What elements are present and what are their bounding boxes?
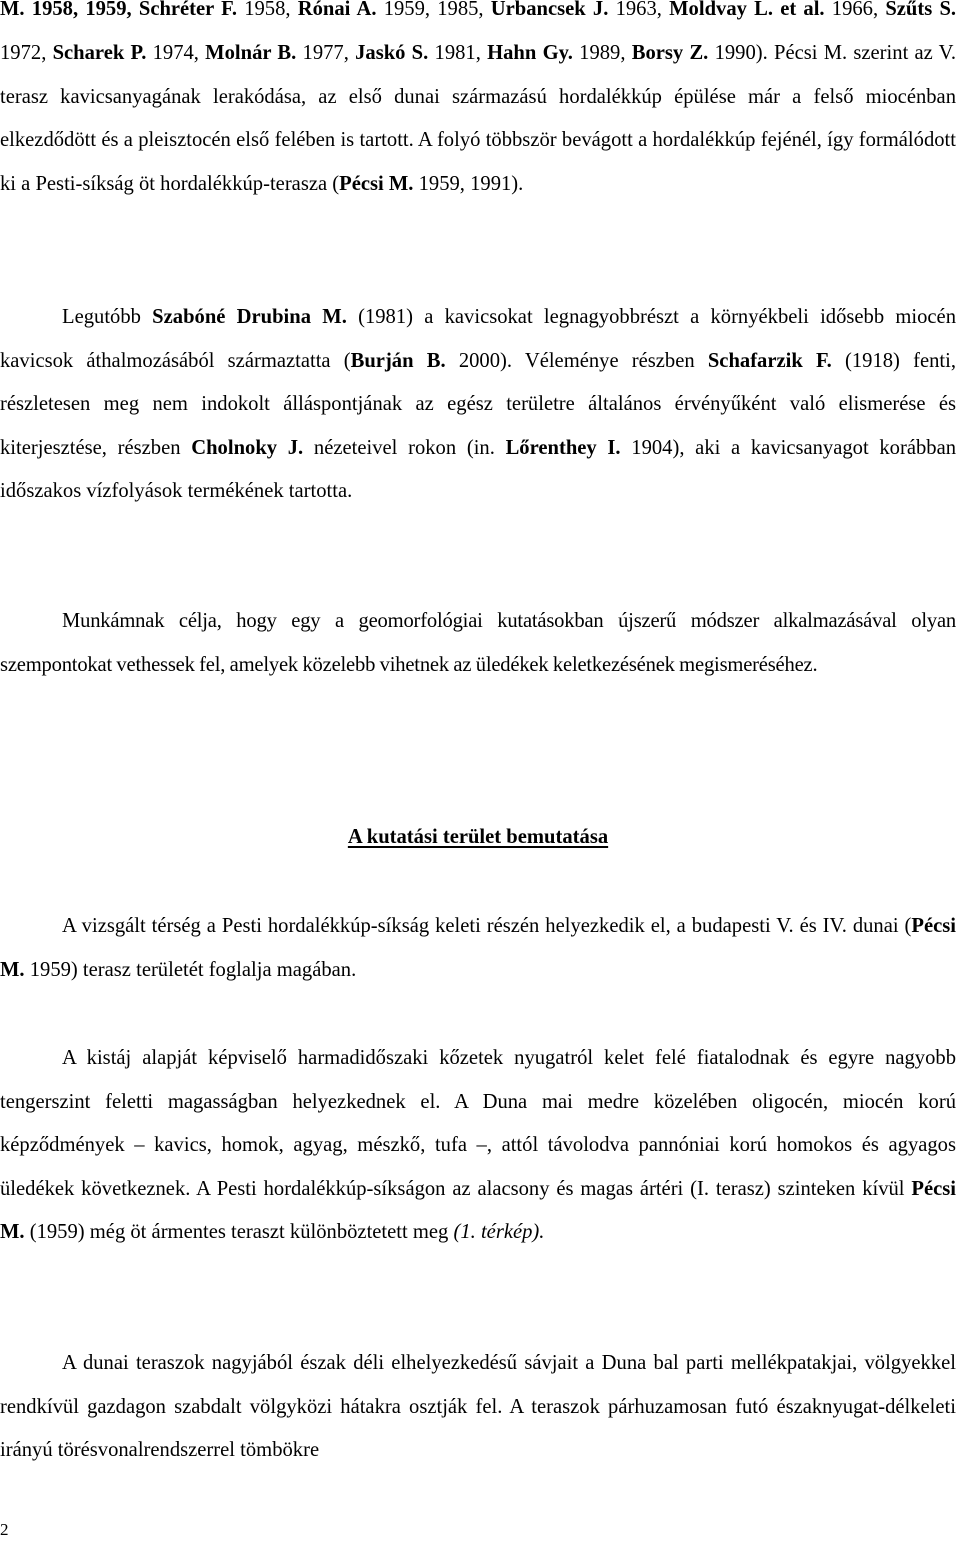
figure-reference: (1. térkép).	[453, 1221, 545, 1244]
author-citation: Borsy Z.	[631, 41, 715, 64]
author-citation: Molnár B.	[205, 41, 303, 64]
paragraph-terraces	[0, 1342, 956, 1473]
author-citation: Jaskó S.	[355, 41, 435, 64]
author-citation: Lőrenthey I.	[505, 436, 632, 459]
author-citation: Szabóné Drubina M.	[152, 306, 359, 328]
text-run: 1966,	[831, 0, 886, 20]
paragraph-intro-refs	[0, 0, 956, 207]
text-run: Munkámnak célja, hogy egy a geomorfológiai kutatásokban újszerű módszer alkalmazásával olyan szempontokat vethessek fel, amelyek közelebb vihetnek az üledékek keletkezésének megismeréséhez.	[0, 610, 956, 676]
text-run: 1974,	[152, 41, 206, 64]
text-run: 1989,	[579, 41, 632, 64]
text-run: A dunai teraszok nagyjából észak déli elhelyezkedésű sávjait a Duna bal parti mellékpatakjai, völgyekkel rendkívül gazdagon szabdalt völgyközi hátakra osztják fel. A teraszok párhuzamosan futó északnyugat-délkeleti irányú törésvonalrendszerrel tömbökre	[0, 1352, 956, 1462]
author-citation: Pécsi M.	[339, 173, 419, 196]
paragraph-szabone	[0, 296, 956, 514]
text-run: 1972,	[0, 41, 53, 64]
text-run: nézeteivel rokon (in.	[313, 436, 506, 459]
section-heading: A kutatási terület bemutatása	[347, 826, 609, 848]
author-citation: Pécsi M.	[0, 915, 956, 981]
text-run: 1963,	[615, 0, 670, 20]
text-run: 1977,	[302, 41, 356, 64]
text-run: (1981) a kavicsokat legnagyobbrészt a környékbeli idősebb miocén kavicsok áthalmozásából származtatta (	[0, 306, 956, 372]
author-citation: Szűts S.	[885, 0, 957, 20]
text-run: 1990). Pécsi M. szerint az V. terasz kavicsanyagának lerakódása, az első dunai származású hordalékkúp épülése már a felső miocénban elkezdődött és a pleisztocén első felében is tartott. A folyó többször bevágott a hordalékkúp fejénél, így formálódott ki a Pesti-síkság öt hordalékkúp-terasza (	[0, 41, 957, 196]
text-run: 1959, 1985,	[383, 0, 491, 20]
author-citation: Pécsi M.	[0, 1177, 956, 1244]
author-citation: Hahn Gy.	[487, 41, 580, 64]
author-citation: Schréter F.	[138, 0, 245, 20]
text-run: 1959) terasz területét foglalja magában.	[29, 958, 357, 981]
author-citation: Burján B.	[350, 349, 459, 372]
text-run: Legutóbb	[62, 306, 153, 328]
text-run: 1981,	[434, 41, 488, 64]
author-citation: Cholnoky J.	[191, 436, 314, 459]
text-run: 1958,	[244, 0, 298, 20]
author-citation: Urbancsek J.	[490, 0, 616, 20]
author-citation: Rónai A.	[297, 0, 384, 20]
text-run: 1959, 1991).	[418, 173, 524, 196]
text-run: (1959) még öt ármentes teraszt különböztetett meg	[29, 1221, 454, 1244]
paragraph-aim	[0, 600, 956, 687]
author-citation: Schafarzik F.	[707, 349, 846, 372]
text-run: (1918) fenti, részletesen meg nem indokolt álláspontjának az egész területre általános érvényűként való elismerése és kiterjesztése, részben	[0, 349, 956, 459]
author-citation: M. 1958, 1959,	[0, 0, 139, 20]
author-citation: Moldvay L. et al.	[669, 0, 832, 20]
page-number: 2	[0, 1520, 9, 1539]
paragraph-geology	[0, 1037, 956, 1255]
text-run: 2000). Véleménye részben	[458, 349, 708, 372]
paragraph-area	[0, 905, 956, 992]
text-run: 1904), aki a kavicsanyagot korábban időszakos vízfolyások termékének tartotta.	[0, 436, 957, 503]
text-run: A vizsgált térség a Pesti hordalékkúp-síkság keleti részén helyezkedik el, a budapesti V. és IV. dunai (	[62, 915, 912, 937]
author-citation: Scharek P.	[52, 41, 153, 64]
text-run: A kistáj alapját képviselő harmadidőszaki kőzetek nyugatról kelet felé fiatalodnak és egyre nagyobb tengerszint feletti magasságban helyezkednek el. A Duna mai medre közelében oligocén, miocén korú képződmények – kavics, homok, agyag, mészkő, tufa –, attól távolodva pannóniai korú homokos és agyagos üledékek következnek. A Pesti hordalékkúp-síkságon az alacsony és magas ártéri (I. terasz) szinteken kívül	[0, 1047, 956, 1200]
